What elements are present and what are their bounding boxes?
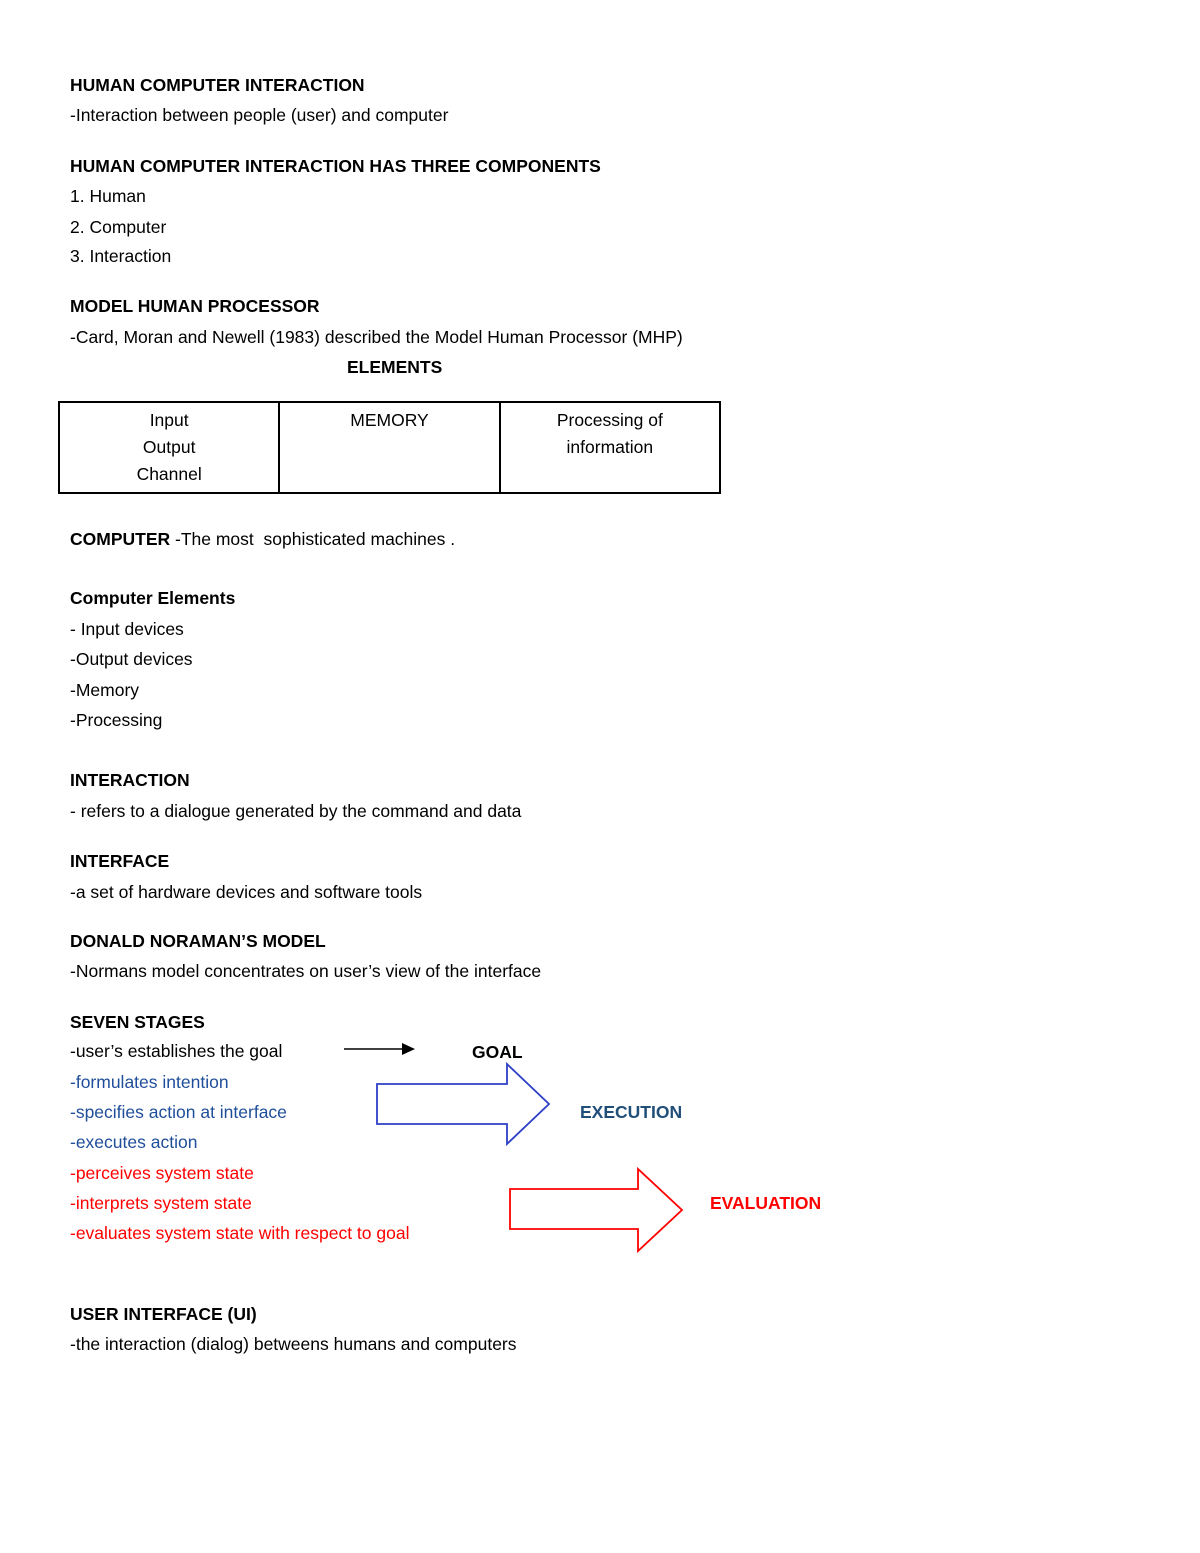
- norman-heading: DONALD NORAMAN’S MODEL: [70, 931, 326, 951]
- cell-line: Input: [149, 410, 189, 430]
- computer-line: [70, 528, 455, 550]
- computer-definition: -The most sophisticated machines .: [170, 529, 456, 549]
- stage-goal: -user’s establishes the goal: [70, 1041, 283, 1061]
- mhp-elements-table: [58, 401, 721, 494]
- component-item-computer: 2. Computer: [70, 217, 167, 237]
- interaction-heading: INTERACTION: [70, 770, 190, 790]
- mhp-description: -Card, Moran and Newell (1983) described the Model Human Processor (MHP): [70, 327, 683, 347]
- ui-heading: USER INTERFACE (UI): [70, 1304, 257, 1324]
- stage-execution: -executes action: [70, 1132, 198, 1152]
- components-heading: HUMAN COMPUTER INTERACTION HAS THREE COMPONENTS: [70, 156, 601, 176]
- computer-element-item: - Input devices: [70, 619, 184, 639]
- table-row: [59, 402, 720, 493]
- computer-element-item: -Memory: [70, 680, 140, 700]
- cell-line: Processing of: [556, 410, 663, 430]
- goal-label: GOAL: [472, 1042, 523, 1062]
- computer-heading: COMPUTER: [70, 529, 171, 549]
- mhp-elements-heading: ELEMENTS: [347, 357, 443, 377]
- norman-definition: -Normans model concentrates on user’s view of the interface: [70, 961, 542, 981]
- evaluation-arrow-icon: [508, 1167, 686, 1255]
- cell-line: Output: [142, 437, 196, 457]
- cell-line: information: [566, 437, 654, 457]
- stage-evaluation: -perceives system state: [70, 1163, 254, 1183]
- interaction-definition: - refers to a dialogue generated by the command and data: [70, 801, 522, 821]
- ui-definition: -the interaction (dialog) betweens humans and computers: [70, 1334, 517, 1354]
- evaluation-label: EVALUATION: [710, 1193, 822, 1213]
- stage-evaluation: -interprets system state: [70, 1193, 252, 1213]
- computer-element-item: -Processing: [70, 710, 163, 730]
- cell-line: Channel: [136, 464, 202, 484]
- stage-execution: -specifies action at interface: [70, 1102, 287, 1122]
- table-cell-processing: [500, 402, 720, 493]
- interface-definition: -a set of hardware devices and software tools: [70, 882, 423, 902]
- computer-elements-heading: Computer Elements: [70, 588, 236, 608]
- stage-evaluation: -evaluates system state with respect to goal: [70, 1223, 410, 1243]
- execution-label: EXECUTION: [580, 1102, 683, 1122]
- mhp-heading: MODEL HUMAN PROCESSOR: [70, 296, 320, 316]
- component-item-human: 1. Human: [70, 186, 146, 206]
- cell-line: MEMORY: [350, 410, 429, 430]
- interface-heading: INTERFACE: [70, 851, 170, 871]
- execution-arrow-icon: [375, 1062, 553, 1148]
- hci-definition: -Interaction between people (user) and computer: [70, 105, 449, 125]
- component-item-interaction: 3. Interaction: [70, 246, 172, 266]
- table-cell-input-output-channel: [59, 402, 279, 493]
- seven-stages-heading: SEVEN STAGES: [70, 1012, 205, 1032]
- computer-element-item: -Output devices: [70, 649, 193, 669]
- goal-arrow-icon: [344, 1041, 416, 1059]
- hci-heading: HUMAN COMPUTER INTERACTION: [70, 75, 365, 95]
- stage-execution: -formulates intention: [70, 1072, 229, 1092]
- table-cell-memory: [279, 402, 499, 493]
